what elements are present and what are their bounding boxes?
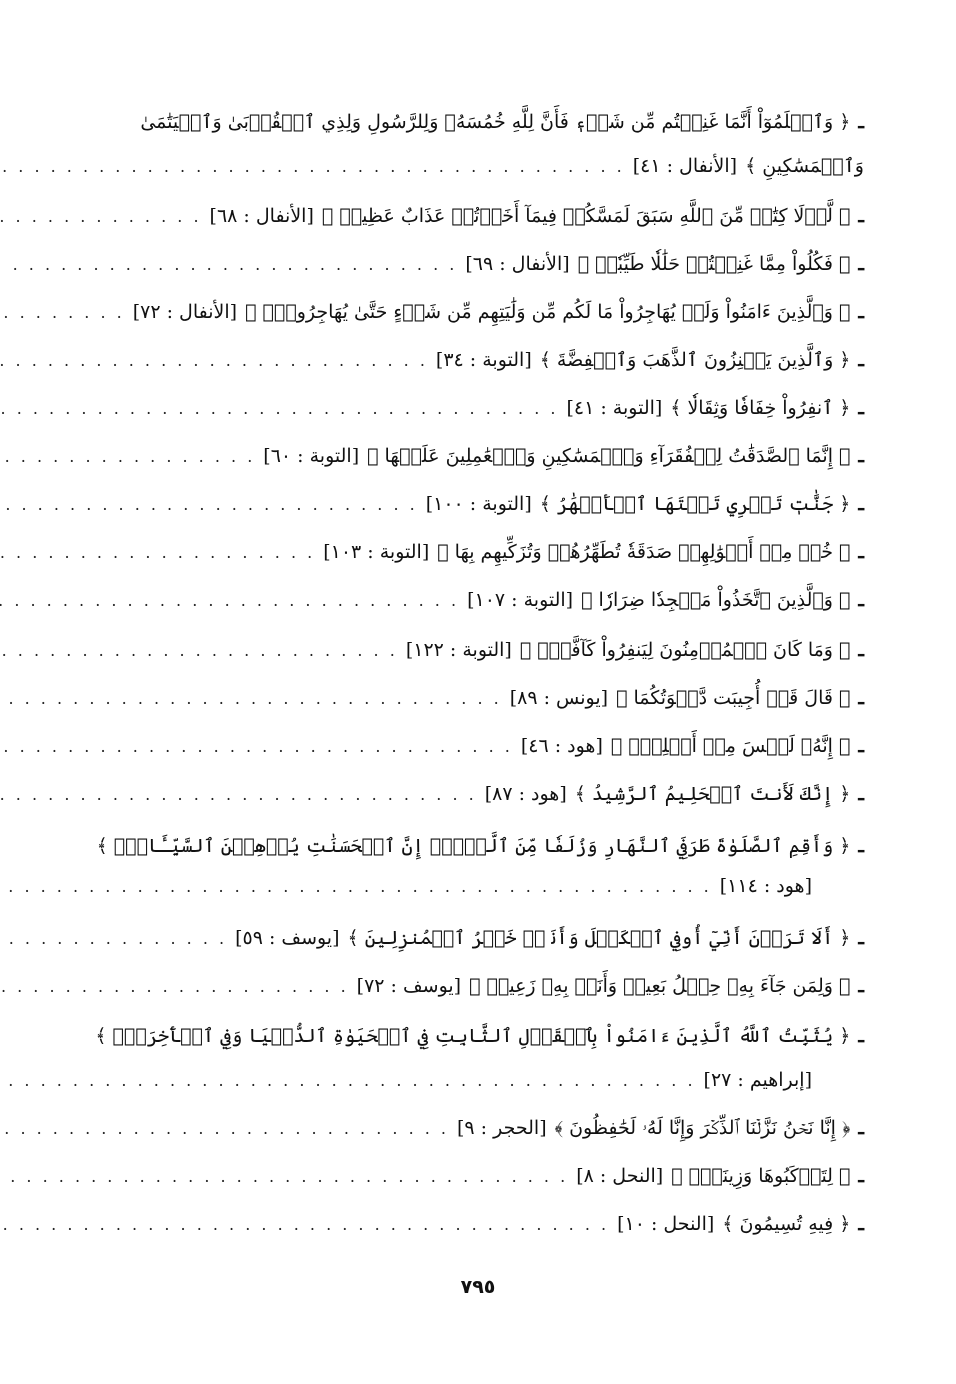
index-entry bbox=[148, 918, 864, 958]
surah-reference: [التوبة : ١٠٧] bbox=[467, 589, 574, 611]
verse-text: ﴿ جَنَّٰتٖ تَجۡرِي تَحۡتَهَا ٱلۡأَنۡهَٰرُ ﴾ bbox=[539, 493, 851, 515]
verse-text: وَٱلۡمَسَٰكِينِ ﴾ bbox=[745, 155, 864, 177]
dot-leader bbox=[0, 543, 315, 562]
surah-reference: [النحل : ٨] bbox=[576, 1165, 664, 1187]
entry-dash: ـ bbox=[858, 927, 864, 949]
surah-reference: [التوبة : ٦٠] bbox=[263, 445, 360, 467]
surah-reference: [يوسف : ٧٢] bbox=[356, 975, 462, 997]
dot-leader bbox=[0, 591, 459, 610]
dot-leader bbox=[0, 157, 625, 176]
verse-text: ﴿ وَٱلَّذِينَ ءَامَنُواْ وَلَمۡ يُهَاجِرُواْ مَا لَكُم مِّن وَلَٰيَتِهِم مِّن شَيۡءٍ حَتَّىٰ يُهَاجِرُواْۚ ﴾ bbox=[245, 301, 851, 323]
dot-leader bbox=[0, 641, 398, 660]
surah-reference: [يونس : ٨٩] bbox=[509, 687, 609, 709]
index-entry bbox=[148, 436, 864, 476]
entry-dash: ـ bbox=[858, 1117, 864, 1139]
dot-leader bbox=[0, 303, 125, 322]
entry-dash: ـ bbox=[858, 1213, 864, 1235]
dot-leader bbox=[0, 351, 428, 370]
surah-reference: [إبراهيم : ٢٧] bbox=[703, 1069, 812, 1091]
entry-dash: ـ bbox=[858, 445, 864, 467]
entry-dash: ـ bbox=[858, 397, 864, 419]
entry-dash: ـ bbox=[858, 687, 864, 709]
entry-dash: ـ bbox=[858, 783, 864, 805]
verse-text: ﴿ لِتَرۡكَبُوهَا وَزِينَةٗۚ ﴾ bbox=[671, 1165, 851, 1187]
entry-dash: ـ bbox=[858, 735, 864, 757]
entry-dash: ـ bbox=[858, 205, 864, 227]
index-entry bbox=[148, 244, 864, 284]
index-entry bbox=[148, 1204, 864, 1244]
verse-text: ﴿ وَٱلَّذِينَ ٱتَّخَذُواْ مَسۡجِدٗا ضِرَارٗا ﴾ bbox=[581, 589, 851, 611]
verse-text: ﴿ إِنَّا نَحۡنُ نَزَّلۡنَا ٱلذِّكۡرَ وَإِنَّا لَهُۥ لَحَٰفِظُونَ ﴾ bbox=[554, 1117, 851, 1139]
verse-text: ﴿ خُذۡ مِنۡ أَمۡوَٰلِهِمۡ صَدَقَةٗ تُطَهِّرُهُمۡ وَتُزَكِّيهِم بِهَا ﴾ bbox=[437, 541, 851, 563]
index-entry bbox=[148, 1108, 864, 1148]
entry-dash: ـ bbox=[858, 493, 864, 515]
verse-text: ﴿ وَأَقِمِ ٱلصَّلَوٰةَ طَرَفَيِ ٱلنَّهَارِ وَزُلَفٗا مِّنَ ٱلَّيۡلِۚ إِنَّ ٱلۡحَسَنَٰتِ يُذۡهِبۡنَ ٱلسَّيِّـَٔاتِۚ ﴾ bbox=[96, 835, 851, 857]
surah-reference: [هود : ٤٦] bbox=[520, 735, 603, 757]
dot-leader bbox=[0, 785, 477, 804]
entry-dash: ـ bbox=[858, 349, 864, 371]
surah-reference: [التوبة : ١٠٠] bbox=[425, 493, 532, 515]
entry-dash: ـ bbox=[858, 835, 864, 857]
dot-leader bbox=[0, 255, 457, 274]
dot-leader bbox=[0, 689, 502, 708]
dot-leader bbox=[0, 207, 202, 226]
entry-dash: ـ bbox=[858, 541, 864, 563]
dot-leader bbox=[0, 1071, 696, 1090]
verse-text: ﴿ لَّوۡلَا كِتَٰبٞ مِّنَ ٱللَّهِ سَبَقَ لَمَسَّكُمۡ فِيمَآ أَخَذۡتُمۡ عَذَابٌ عَظِيمٞ ﴾ bbox=[321, 205, 851, 227]
verse-text: ﴿ وَلِمَن جَآءَ بِهِۦ حِمۡلُ بَعِيرٖ وَأَنَا۠ بِهِۦ زَعِيمٞ ﴾ bbox=[469, 975, 851, 997]
dot-leader bbox=[0, 447, 255, 466]
surah-reference: [النحل : ١٠] bbox=[617, 1213, 715, 1235]
dot-leader bbox=[0, 399, 558, 418]
entry-dash: ـ bbox=[858, 1025, 864, 1047]
surah-reference: [التوبة : ٣٤] bbox=[435, 349, 532, 371]
surah-reference: [التوبة : ٤١] bbox=[566, 397, 663, 419]
surah-reference: [التوبة : ١٢٢] bbox=[405, 639, 512, 661]
surah-reference: [التوبة : ١٠٣] bbox=[323, 541, 430, 563]
verse-text: ﴿ فِيهِ تُسِيمُونَ ﴾ bbox=[722, 1213, 851, 1235]
verse-text: ﴿ فَكُلُواْ مِمَّا غَنِمۡتُمۡ حَلَٰلٗا طَيِّبٗاۚ ﴾ bbox=[577, 253, 851, 275]
verse-text: ﴿ إِنَّمَا ٱلصَّدَقَٰتُ لِلۡفُقَرَآءِ وَٱلۡمَسَٰكِينِ وَٱلۡعَٰمِلِينَ عَلَيۡهَا ﴾ bbox=[367, 445, 851, 467]
verse-text: ﴿ ٱنفِرُواْ خِفَافٗا وَثِقَالٗا ﴾ bbox=[670, 397, 851, 419]
verse-text: ﴿ إِنَّكَ لَأَنتَ ٱلۡحَلِيمُ ٱلرَّشِيدُ ﴾ bbox=[574, 783, 851, 805]
verse-text: ﴿ وَٱعۡلَمُوٓاْ أَنَّمَا غَنِمۡتُم مِّن شَيۡءٖ فَأَنَّ لِلَّهِ خُمُسَهُۥ وَلِلرَّسُولِ وَلِذِي ٱلۡقُرۡبَىٰ وَٱلۡيَتَٰمَىٰ bbox=[140, 111, 851, 133]
dot-leader bbox=[0, 977, 349, 996]
index-entry bbox=[148, 532, 864, 572]
index-entry bbox=[148, 630, 864, 670]
entry-dash: ـ bbox=[858, 1165, 864, 1187]
index-entry bbox=[148, 774, 864, 814]
index-entry bbox=[148, 340, 864, 380]
surah-reference: [هود : ١١٤] bbox=[719, 875, 812, 897]
index-entry bbox=[148, 678, 864, 718]
dot-leader bbox=[0, 1167, 568, 1186]
index-entry bbox=[96, 826, 864, 866]
index-entry-continuation bbox=[148, 1060, 864, 1100]
page-number: ٧٩٥ bbox=[460, 1276, 496, 1298]
surah-reference: [الأنفال : ٤١] bbox=[632, 155, 738, 177]
surah-reference: [الأنفال : ٧٢] bbox=[132, 301, 238, 323]
verse-text: ﴿ قَالَ قَدۡ أُجِيبَت دَّعۡوَتُكُمَا ﴾ bbox=[616, 687, 851, 709]
index-entry bbox=[148, 1156, 864, 1196]
verse-text: ﴿ أَلَا تَرَوۡنَ أَنِّيٓ أُوفِي ٱلۡكَيۡلَ وَأَنَا۠ خَيۡرُ ٱلۡمُنزِلِينَ ﴾ bbox=[347, 927, 851, 949]
index-entry bbox=[148, 966, 864, 1006]
surah-reference: [الأنفال : ٦٨] bbox=[209, 205, 314, 227]
dot-leader bbox=[0, 877, 712, 896]
surah-reference: [هود : ٨٧] bbox=[484, 783, 567, 805]
entry-dash: ـ bbox=[858, 975, 864, 997]
index-entry-continuation bbox=[148, 866, 864, 906]
verse-text: ﴿ وَٱلَّذِينَ يَكۡنِزُونَ ٱلذَّهَبَ وَٱلۡفِضَّةَ ﴾ bbox=[539, 349, 851, 371]
dot-leader bbox=[0, 929, 227, 948]
entry-dash: ـ bbox=[858, 301, 864, 323]
index-entry bbox=[140, 102, 864, 142]
surah-reference: [الحجر : ٩] bbox=[457, 1117, 547, 1139]
index-entry bbox=[95, 1016, 864, 1056]
surah-reference: [الأنفال : ٦٩] bbox=[465, 253, 570, 275]
index-entry bbox=[132, 292, 864, 332]
entry-dash: ـ bbox=[858, 639, 864, 661]
dot-leader bbox=[0, 495, 418, 514]
dot-leader bbox=[0, 1215, 609, 1234]
index-entry bbox=[148, 726, 864, 766]
dot-leader bbox=[0, 737, 513, 756]
dot-leader bbox=[0, 1119, 449, 1138]
entry-dash: ـ bbox=[858, 589, 864, 611]
verse-text: ﴿ وَمَا كَانَ ٱلۡمُؤۡمِنُونَ لِيَنفِرُواْ كَآفَّةٗۚ ﴾ bbox=[519, 639, 851, 661]
index-entry-continuation bbox=[148, 146, 864, 186]
index-entry bbox=[148, 580, 864, 620]
verse-text: ﴿ إِنَّهُۥ لَيۡسَ مِنۡ أَهۡلِكَۖ ﴾ bbox=[610, 735, 851, 757]
index-entry bbox=[148, 388, 864, 428]
surah-reference: [يوسف : ٥٩] bbox=[235, 927, 340, 949]
entry-dash: ـ bbox=[858, 111, 864, 133]
entry-dash: ـ bbox=[858, 253, 864, 275]
verse-text: ﴿ يُثَبِّتُ ٱللَّهُ ٱلَّذِينَ ءَامَنُواْ بِٱلۡقَوۡلِ ٱلثَّابِتِ فِي ٱلۡحَيَوٰةِ ٱلدُّنۡيَا وَفِي ٱلۡأٓخِرَةِۖ ﴾ bbox=[95, 1025, 851, 1047]
index-entry bbox=[148, 484, 864, 524]
index-entry bbox=[148, 196, 864, 236]
